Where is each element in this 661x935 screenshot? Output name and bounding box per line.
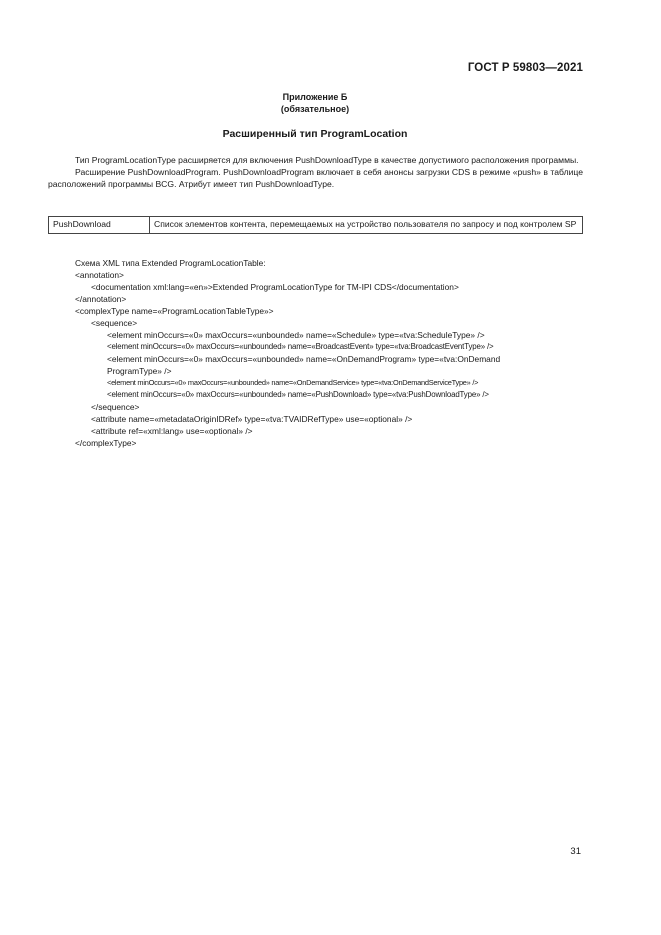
standard-number: ГОСТ Р 59803—2021: [467, 62, 583, 74]
paragraph: Расширение PushDownloadProgram. PushDownloadProgram включает в себя анонсы загрузки CDS в режиме «push» в таблице расположений программы BCG. Атрибут имеет тип PushDownloadType.: [48, 167, 583, 189]
code-line: <documentation xml:lang=«en»>Extended ProgramLocationType for TM-IPI CDS</documentation>: [91, 282, 459, 292]
body-text: [48, 154, 583, 190]
table-row: [49, 217, 583, 234]
code-line: <element minOccurs=«0» maxOccurs=«unbounded» name=«OnDemandProgram» type=«tva:OnDemand: [107, 354, 501, 364]
appendix-status: (обязательное): [280, 104, 350, 114]
appendix-title: Приложение Б: [282, 92, 348, 102]
appendix-heading: [0, 91, 630, 115]
code-line: </complexType>: [75, 438, 137, 448]
paragraph: Тип ProgramLocationType расширяется для включения PushDownloadType в качестве допустимого расположения программы.: [75, 155, 579, 165]
code-line: <element minOccurs=«0» maxOccurs=«unbounded» name=«OnDemandService» type=«tva:OnDemandServiceType» />: [107, 378, 479, 387]
table-cell-key: PushDownload: [49, 217, 150, 234]
code-line: <attribute name=«metadataOriginIDRef» type=«tva:TVAIDRefType» use=«optional» />: [91, 414, 413, 424]
code-line: <element minOccurs=«0» maxOccurs=«unbounded» name=«PushDownload» type=«tva:PushDownloadType» />: [107, 390, 489, 399]
section-title: Расширенный тип ProgramLocation: [222, 128, 408, 140]
code-line: </sequence>: [91, 402, 140, 412]
code-line: ProgramType» />: [107, 366, 172, 376]
code-line: <sequence>: [91, 318, 138, 328]
page-number: 31: [570, 846, 581, 857]
code-line: <annotation>: [75, 270, 124, 280]
code-line: <attribute ref=«xml:lang» use=«optional» />: [91, 426, 253, 436]
definition-table: [48, 216, 583, 234]
code-line: </annotation>: [75, 294, 127, 304]
code-line: <element minOccurs=«0» maxOccurs=«unbounded» name=«BroadcastEvent» type=«tva:BroadcastEventType» />: [107, 342, 494, 351]
code-line: <complexType name=«ProgramLocationTableType»>: [75, 306, 274, 316]
xml-schema-listing: [48, 257, 593, 449]
table-cell-value: Список элементов контента, перемещаемых на устройство пользователя по запросу и под контролем SP: [150, 217, 583, 234]
code-line: Схема XML типа Extended ProgramLocationTable:: [75, 258, 266, 268]
code-line: <element minOccurs=«0» maxOccurs=«unbounded» name=«Schedule» type=«tva:ScheduleType» />: [107, 330, 485, 340]
